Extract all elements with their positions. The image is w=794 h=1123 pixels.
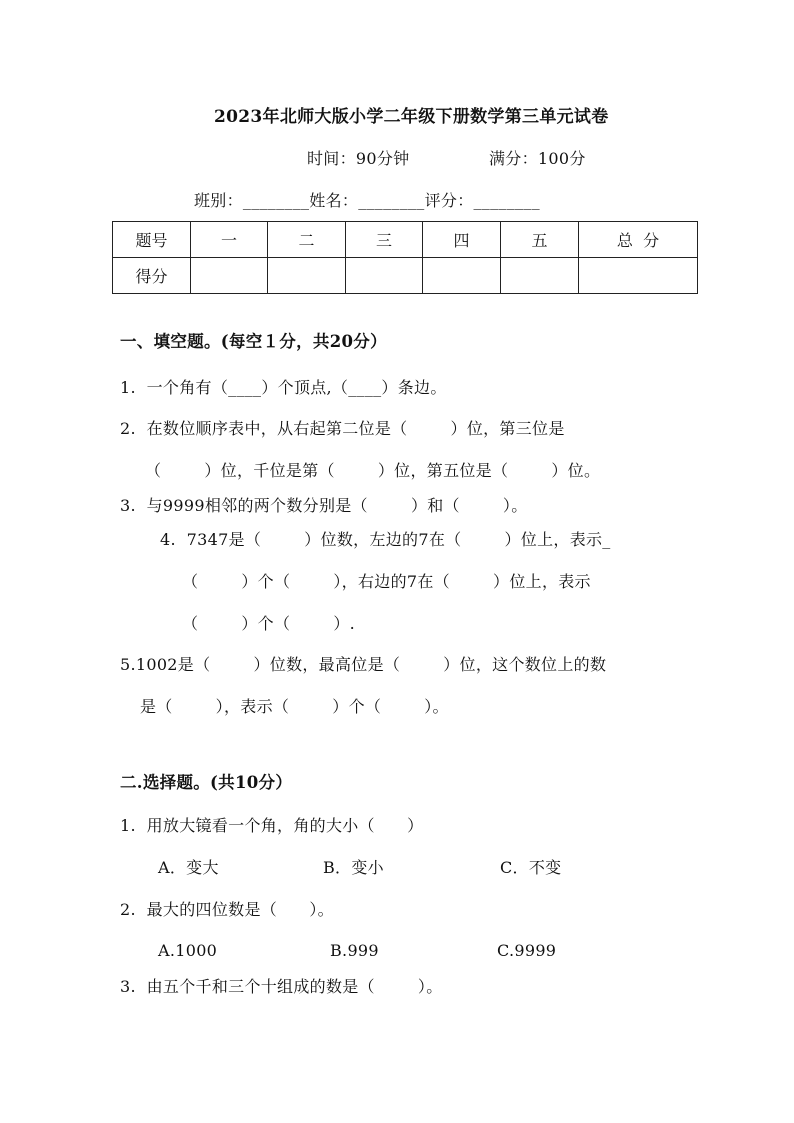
question-line: （ ）位，千位是第（ ）位，第五位是（ ）位。	[145, 461, 601, 480]
question-line: （ ）个（ ）.	[182, 614, 356, 633]
score-table-cell: 三	[346, 222, 423, 258]
section1-heading: 一、填空题。(每空１分，共20分）	[120, 332, 387, 351]
score-table-cell: 五	[501, 222, 579, 258]
answer-option[interactable]: B．变小	[323, 858, 384, 877]
question-line: 3. 与9999相邻的两个数分别是（ ）和（ ）。	[120, 496, 528, 515]
question-line: 1. 一个角有（____）个顶点,（____）条边。	[120, 378, 447, 397]
score-table-score-row	[113, 258, 698, 294]
score-input-cell[interactable]	[501, 258, 579, 294]
score-input-cell[interactable]	[268, 258, 346, 294]
score-input-cell[interactable]	[191, 258, 268, 294]
score-table-header-row	[113, 222, 698, 258]
exam-time: 时间：90分钟	[307, 149, 410, 168]
score-input-cell[interactable]	[579, 258, 698, 294]
score-table-cell: 得分	[113, 258, 191, 294]
score-table	[112, 221, 698, 294]
score-table-cell: 四	[423, 222, 501, 258]
answer-option[interactable]: C．不变	[500, 858, 562, 877]
question-line: 4. 7347是（ ）位数，左边的7在（ ）位上，表示_	[160, 530, 611, 549]
exam-full-score: 满分：100分	[489, 149, 586, 168]
student-info-line: 班别：________姓名：________评分：________	[194, 191, 540, 210]
score-input-cell[interactable]	[423, 258, 501, 294]
question-line: 1. 用放大镜看一个角，角的大小（ ）	[120, 816, 424, 835]
score-table-cell: 题号	[113, 222, 191, 258]
answer-option[interactable]: A.1000	[158, 941, 218, 960]
question-line: 是（ ），表示（ ）个（ ）。	[140, 697, 449, 716]
question-line: 2. 在数位顺序表中，从右起第二位是（ ）位，第三位是	[120, 419, 565, 438]
answer-option[interactable]: C.9999	[497, 941, 557, 960]
page-title: 2023年北师大版小学二年级下册数学第三单元试卷	[214, 107, 609, 127]
score-table-cell: 二	[268, 222, 346, 258]
score-input-cell[interactable]	[346, 258, 423, 294]
score-table-cell: 一	[191, 222, 268, 258]
question-line: 5.1002是（ ）位数，最高位是（ ）位，这个数位上的数	[120, 655, 607, 674]
answer-option[interactable]: B.999	[330, 941, 379, 960]
section2-heading: 二.选择题。(共10分）	[120, 773, 293, 792]
question-line: 2. 最大的四位数是（ ）。	[120, 900, 334, 919]
score-table-cell: 总 分	[579, 222, 698, 258]
question-line: 3. 由五个千和三个十组成的数是（ ）。	[120, 977, 443, 996]
question-line: （ ）个（ ），右边的7在（ ）位上，表示	[182, 572, 591, 591]
answer-option[interactable]: A．变大	[158, 858, 219, 877]
